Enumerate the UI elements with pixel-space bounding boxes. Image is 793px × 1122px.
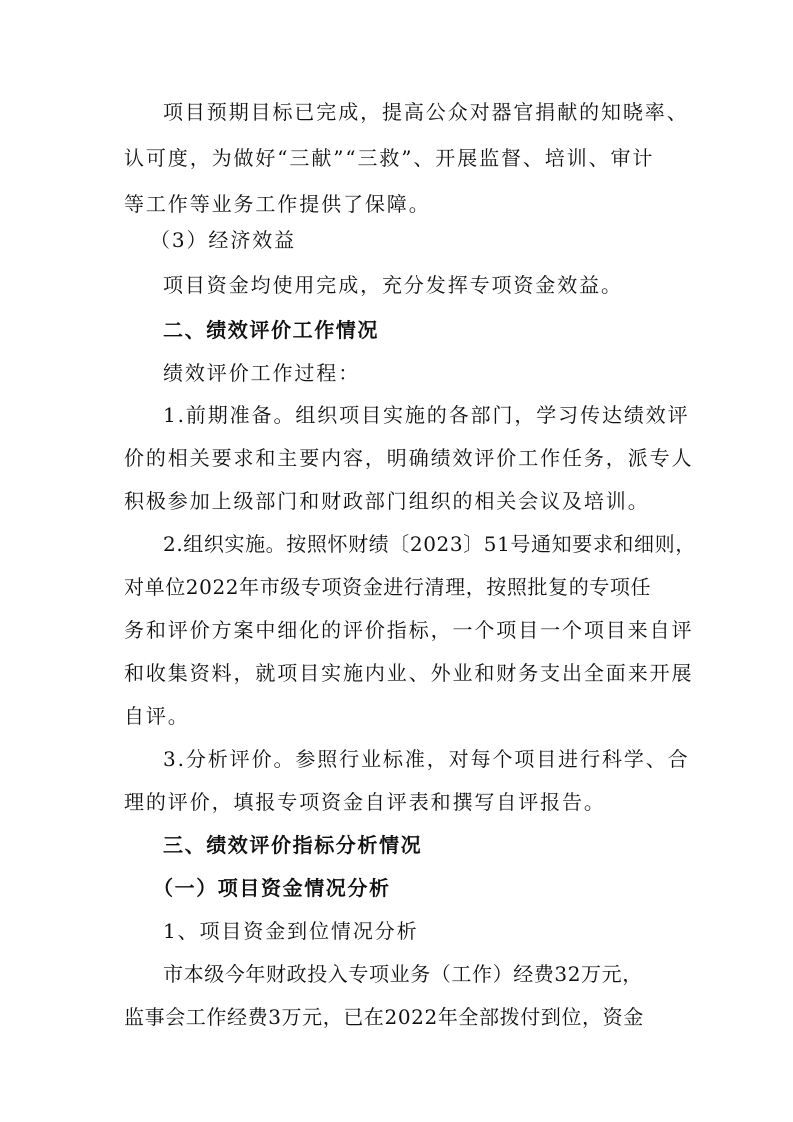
text-line: 积极参加上级部门和财政部门组织的相关会议及培训。 [124,489,650,513]
text-line: 认可度，为做好“三献”“三救”、开展监督、培训、审计 [124,146,655,170]
text-line: 监事会工作经费3万元，已在2022年全部拨付到位，资金 [124,1005,644,1029]
text-line: 3.分析评价。参照行业标准，对每个项目进行科学、合 [163,747,690,771]
text-line: 项目预期目标已完成，提高公众对器官捐献的知晓率、 [163,100,689,124]
section-heading-3: 三、绩效评价指标分析情况 [163,833,423,857]
text-line: 等工作等业务工作提供了保障。 [124,192,431,216]
text-line: 1.前期准备。组织项目实施的各部门，学习传达绩效评 [163,403,690,427]
text-line: 自评。 [124,704,190,728]
text-line: 对单位2022年市级专项资金进行清理，按照批复的专项任 [124,575,652,599]
subsection-heading-economic-benefit: （3）经济效益 [150,228,297,252]
text-line: 绩效评价工作过程： [163,361,361,385]
text-line: 1、项目资金到位情况分析 [163,919,419,943]
text-line: 项目资金均使用完成，充分发挥专项资金效益。 [163,273,623,297]
text-line: 务和评价方案中细化的评价指标，一个项目一个项目来自评 [124,618,694,642]
text-line: 和收集资料，就项目实施内业、外业和财务支出全面来开展 [124,661,694,685]
text-line: 市本级今年财政投入专项业务（工作）经费32万元， [163,962,643,986]
text-line: 理的评价，填报专项资金自评表和撰写自评报告。 [124,790,606,814]
section-heading-2: 二、绩效评价工作情况 [163,318,379,342]
subsection-heading-fund-analysis: （一）项目资金情况分析 [153,876,391,900]
text-line: 价的相关要求和主要内容，明确绩效评价工作任务，派专人 [124,446,694,470]
text-line: 2.组织实施。按照怀财绩〔2023〕51号通知要求和细则， [163,532,696,556]
